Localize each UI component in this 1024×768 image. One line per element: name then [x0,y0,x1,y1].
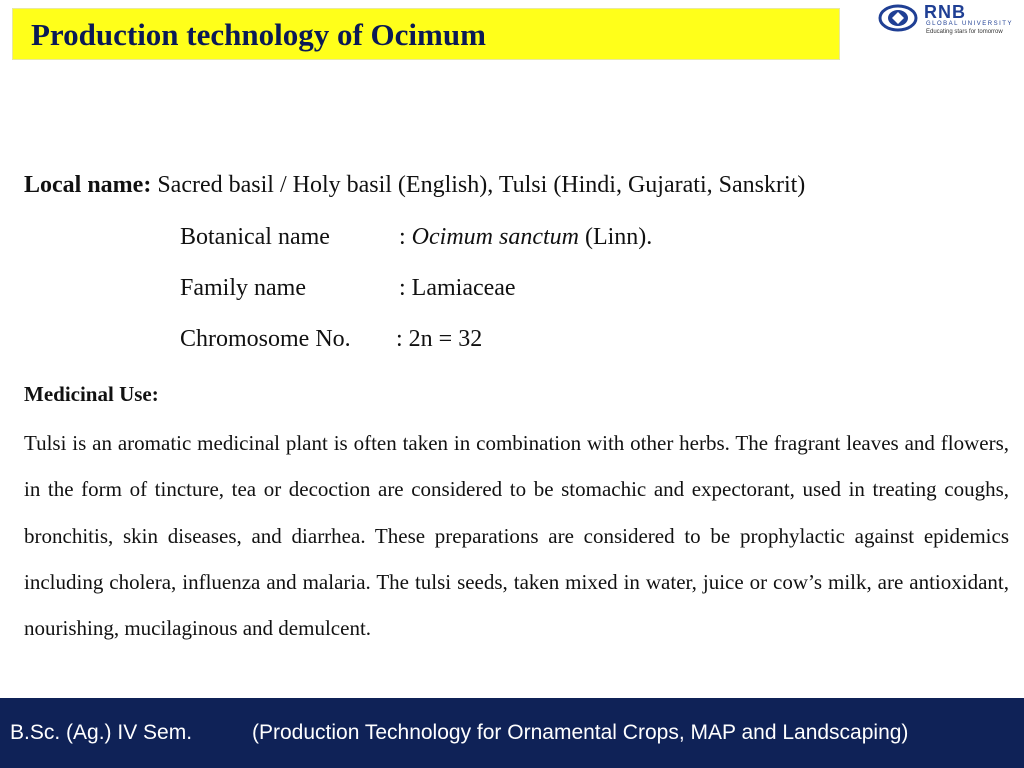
botanical-authority: (Linn). [578,224,653,250]
chromosome-label: Chromosome No. [180,326,351,352]
university-logo [878,2,1020,40]
family-name-value: : Lamiaceae [399,275,516,301]
local-name-line [24,172,805,199]
family-name-label: Family name [180,275,306,301]
logo-subtitle: GLOBAL UNIVERSITY [926,21,1013,27]
logo-tagline: Educating stars for tomorrow [926,29,1003,35]
medicinal-use-heading: Medicinal Use: [24,382,159,406]
footer-course: B.Sc. (Ag.) IV Sem. [10,721,193,744]
footer-subject: (Production Technology for Ornamental Crops, MAP and Landscaping) [252,721,909,744]
botanical-sep: : [399,224,412,250]
botanical-name-value [399,224,652,251]
medicinal-use-paragraph: Tulsi is an aromatic medicinal plant is often taken in combination with other herbs. The fragrant leaves and flowers, in the form of tincture, tea or decoction are considered to be stomachic and expectorant, used in treating coughs, bronchitis, skin diseases, and diarrhea. These preparations are considered to be prophylactic against epidemics including cholera, influenza and malaria. The tulsi seeds, taken mixed in water, juice or cow’s milk, are antioxidant, nourishing, mucilaginous and demulcent. [24,431,1009,641]
slide-title: Production technology of Ocimum [31,17,486,52]
title-bar [12,8,840,60]
logo-name: RNB [924,2,966,22]
footer-bar [0,698,1024,768]
botanical-name-label: Botanical name [180,224,330,250]
chromosome-value: : 2n = 32 [396,326,483,352]
local-name-label: Local name: [24,172,152,198]
university-emblem-icon [878,4,918,32]
botanical-species: Ocimum sanctum [411,224,579,250]
local-name-value: Sacred basil / Holy basil (English), Tulsi (Hindi, Gujarati, Sanskrit) [157,172,806,198]
